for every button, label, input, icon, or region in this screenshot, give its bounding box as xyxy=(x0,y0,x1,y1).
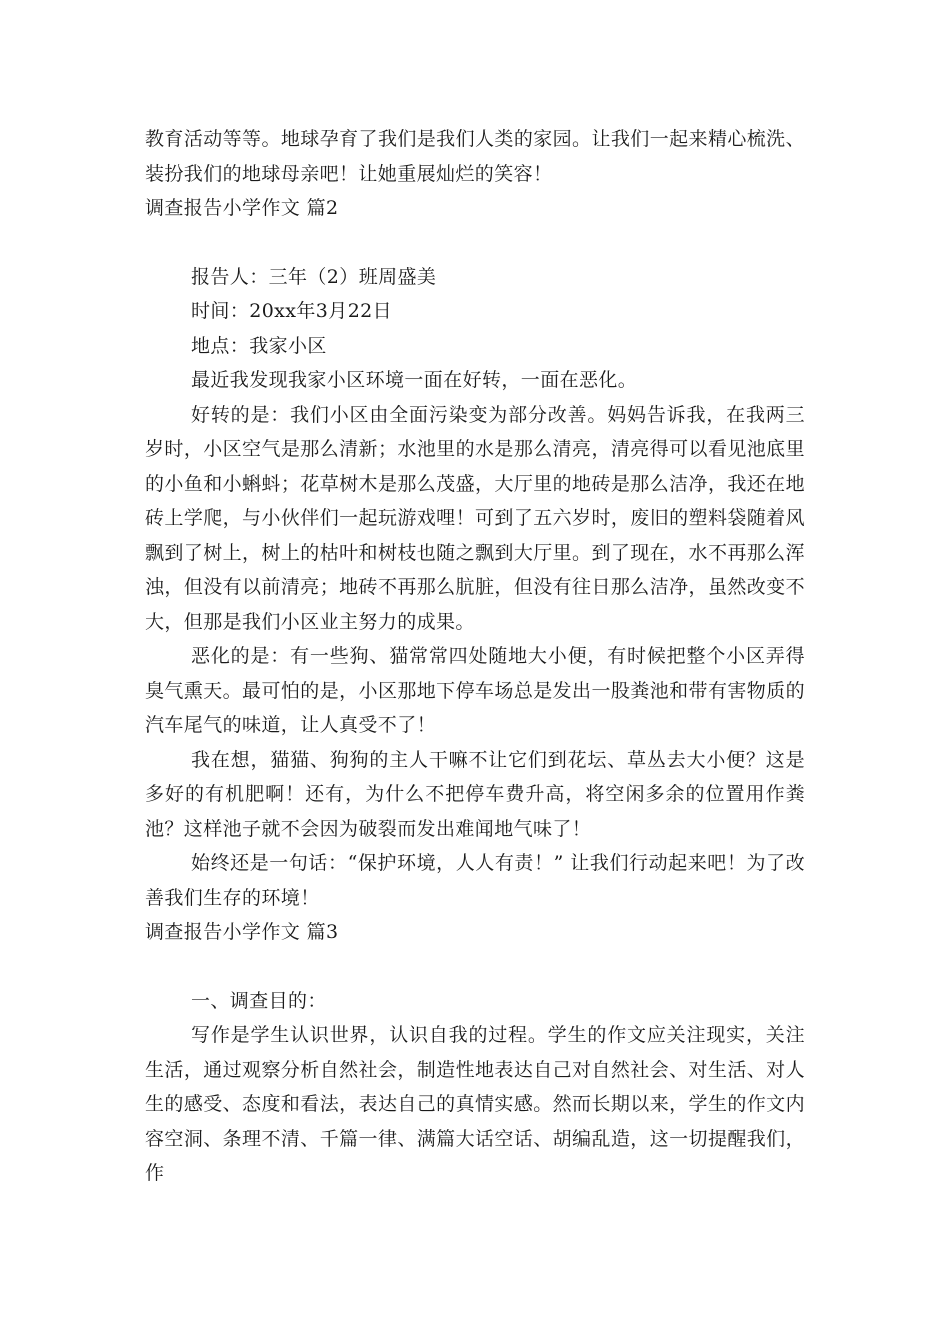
section-2-heading: 调查报告小学作文 篇2 xyxy=(145,197,339,219)
body-paragraph: 我在想，猫猫、狗狗的主人干嘛不让它们到花坛、草丛去大小便？这是多好的有机肥啊！还有，为什么不把停车费升高，将空闲多余的位置用作粪池？这样池子就不会因为破裂而发出难闻地气味了！ xyxy=(145,748,805,840)
section-3-heading: 调查报告小学作文 篇3 xyxy=(145,921,339,943)
document-page xyxy=(145,122,805,1191)
spacer xyxy=(145,226,805,260)
place-line: 地点：我家小区 xyxy=(191,334,327,357)
intro-paragraph: 教育活动等等。地球孕育了我们是我们人类的家园。让我们一起来精心梳洗、装扮我们的地球母亲吧！让她重展灿烂的笑容！ xyxy=(145,128,805,185)
reporter-line: 报告人：三年（2）班周盛美 xyxy=(191,265,437,288)
body-paragraph: 写作是学生认识世界，认识自我的过程。学生的作文应关注现实，关注生活，通过观察分析自然社会，制造性地表达自己对自然社会、对生活、对人生的感受、态度和看法，表达自己的真情实感。然而长期以来，学生的作文内容空洞、条理不清、千篇一律、满篇大话空话、胡编乱造，这一切提醒我们，作 xyxy=(145,1024,805,1184)
body-paragraph: 最近我发现我家小区环境一面在好转，一面在恶化。 xyxy=(191,369,638,391)
body-paragraph: 恶化的是：有一些狗、猫常常四处随地大小便，有时候把整个小区弄得臭气熏天。最可怕的是，小区那地下停车场总是发出一股粪池和带有害物质的汽车尾气的味道，让人真受不了！ xyxy=(145,645,805,736)
section-3-subheading: 一、调查目的： xyxy=(191,989,327,1012)
time-line: 时间：20xx年3月22日 xyxy=(191,300,393,322)
body-paragraph: 好转的是：我们小区由全面污染变为部分改善。妈妈告诉我，在我两三岁时，小区空气是那么清新；水池里的水是那么清亮，清亮得可以看见池底里的小鱼和小蝌蚪；花草树木是那么茂盛，大厅里的地砖是那么洁净，我还在地砖上学爬，与小伙伴们一起玩游戏哩！可到了五六岁时，废旧的塑料袋随着风飘到了树上，树上的枯叶和树枝也随之飘到大厅里。到了现在，水不再那么浑浊，但没有以前清亮；地砖不再那么肮脏，但没有往日那么洁净，虽然改变不大，但那是我们小区业主努力的成果。 xyxy=(145,403,805,633)
spacer xyxy=(145,950,805,984)
body-paragraph: 始终还是一句话：“保护环境，人人有责！” 让我们行动起来吧！为了改善我们生存的环境！ xyxy=(145,852,805,909)
